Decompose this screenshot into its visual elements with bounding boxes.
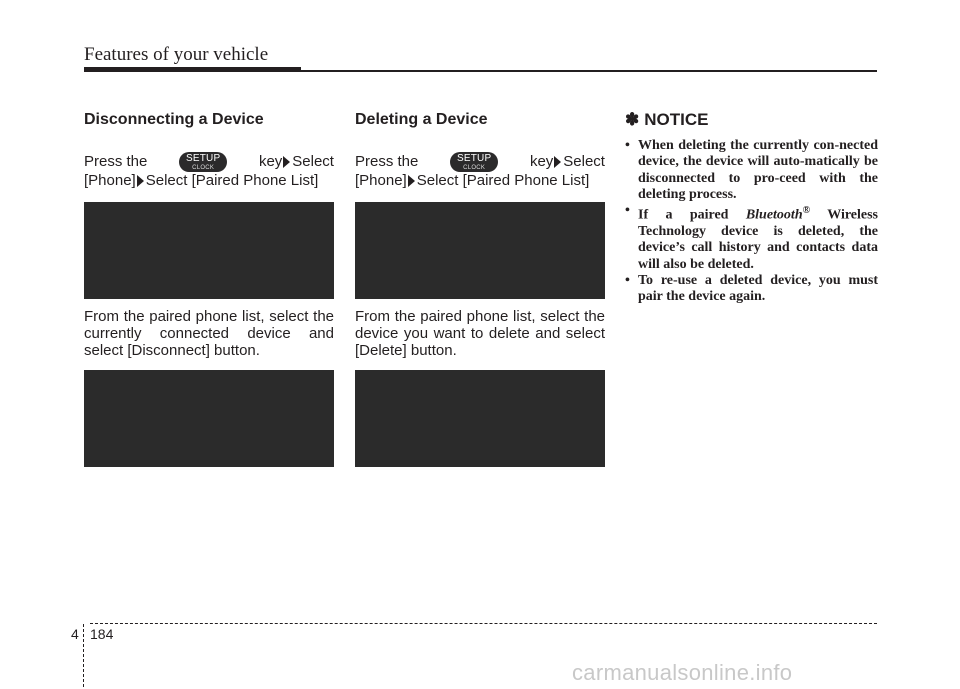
setup-key-icon [179, 152, 227, 172]
notice-bullet [625, 203, 878, 273]
chapter-number: 4 [71, 626, 79, 642]
watermark: carmanualsonline.info [572, 660, 793, 685]
header-rule-thick [84, 67, 301, 72]
setup-key-sublabel: CLOCK [192, 164, 215, 171]
bullet-text: When deleting the currently con-nected device, the device will auto-matically be disconnected to pro-ceed with the deleting process. [638, 138, 878, 202]
key-select-text [259, 153, 334, 171]
notice-title [625, 110, 878, 130]
instruction-line-2 [84, 172, 334, 190]
notice-star-icon: ✽ [625, 110, 640, 129]
setup-key-icon [450, 152, 498, 172]
arrow-right-icon [137, 175, 144, 187]
phone-menu-text: [Phone] [355, 172, 407, 189]
paired-list-text: Select [Paired Phone List] [416, 172, 590, 189]
key-word: key [258, 153, 283, 170]
notice-bullet [625, 273, 878, 306]
key-word: key [529, 153, 554, 170]
instruction-line-1 [84, 152, 334, 172]
phone-menu-text: [Phone] [84, 172, 136, 189]
registered-mark: ® [802, 205, 811, 217]
arrow-right-icon [283, 156, 290, 168]
bluetooth-word: Bluetooth [745, 207, 803, 223]
setup-key-label: SETUP [185, 152, 221, 164]
bullet-text [638, 203, 878, 273]
screen-image-paired-list [84, 202, 334, 299]
page-header-title: Features of your vehicle [84, 44, 269, 65]
bullet-dot-icon: • [625, 273, 630, 289]
notice-bullets [625, 138, 878, 306]
bullet-dot-icon: • [625, 138, 630, 153]
footer-rule [90, 623, 877, 624]
screen-image-delete [355, 370, 605, 467]
bullet-text-after: Wireless Technology device is deleted, the device’s call history and contacts data will also be deleted. [638, 207, 879, 272]
instruction-line-2 [355, 172, 605, 190]
press-text: Press the [355, 153, 419, 170]
setup-key-label: SETUP [456, 152, 492, 164]
select-word: Select [563, 153, 605, 170]
notice-bullet [625, 138, 878, 203]
select-word: Select [292, 153, 334, 170]
section-disconnect [84, 110, 334, 359]
press-text: Press the [84, 153, 148, 170]
screen-image-paired-list [355, 202, 605, 299]
key-select-text [530, 153, 605, 171]
page-number: 184 [90, 626, 114, 642]
setup-key-sublabel: CLOCK [463, 164, 486, 171]
header-rule-thin [301, 70, 877, 72]
footer-vline [83, 624, 85, 687]
paired-list-text: Select [Paired Phone List] [145, 172, 319, 189]
screen-image-disconnect [84, 370, 334, 467]
description-text: From the paired phone list, select the device you want to delete and select [Delete] button. [355, 308, 605, 359]
section-title: Deleting a Device [355, 111, 488, 128]
bullet-text-before: If a paired [638, 207, 746, 223]
arrow-right-icon [554, 156, 561, 168]
notice-title-text: NOTICE [644, 110, 709, 129]
section-title: Disconnecting a Device [84, 111, 264, 128]
description-text: From the paired phone list, select the currently connected device and select [Disconnect] button. [84, 308, 334, 359]
bullet-dot-icon: • [625, 203, 630, 219]
bullet-text: To re-use a deleted device, you must pair the device again. [638, 273, 878, 305]
section-delete [355, 110, 605, 359]
arrow-right-icon [408, 175, 415, 187]
notice-box [625, 110, 878, 306]
instruction-line-1 [355, 152, 605, 172]
